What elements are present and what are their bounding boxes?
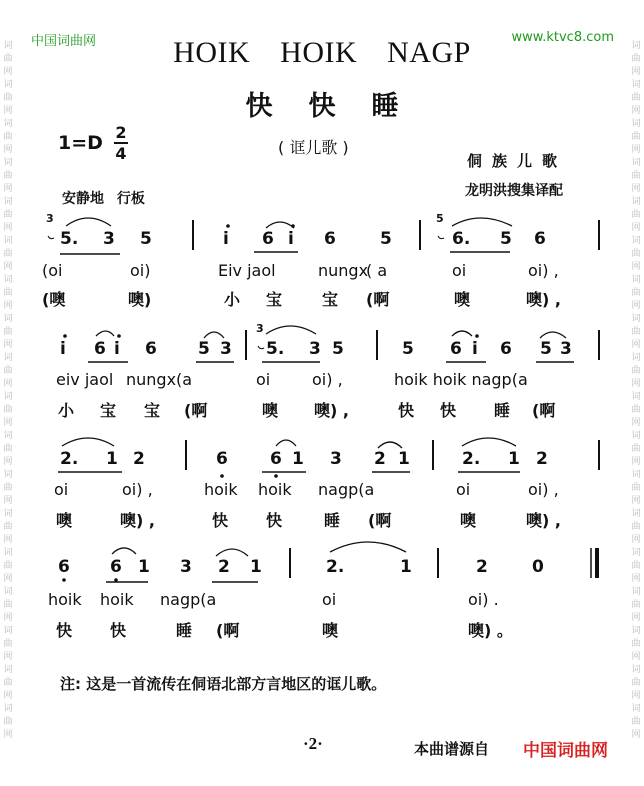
lyric-roman: oi (54, 480, 69, 499)
song-title: HOIK HOIK NAGP (173, 36, 471, 69)
note: 3 (309, 339, 321, 359)
note: 6 (216, 449, 228, 469)
note: 2 (374, 449, 386, 469)
lyric-chinese: 噢 (322, 621, 339, 640)
lyric-chinese: 快 (398, 401, 415, 420)
note: 0 (532, 557, 544, 577)
lyric-roman: nungx(a (126, 370, 193, 389)
side-watermark-left: 词曲网词曲网词曲网词曲网词曲网词曲网词曲网词曲网词曲网词曲网词曲网词曲网词曲网词曲网词曲网词曲网词曲网词曲网 (3, 41, 13, 740)
notes-row-4 (58, 557, 544, 577)
side-watermark-right: 词曲网词曲网词曲网词曲网词曲网词曲网词曲网词曲网词曲网词曲网词曲网词曲网词曲网词曲网词曲网词曲网词曲网词曲网 (631, 41, 641, 740)
grace-note: 5 (436, 212, 444, 225)
note: 2. (462, 449, 481, 469)
slur (452, 331, 472, 336)
note: 1 (508, 449, 520, 469)
note: 6 (270, 449, 282, 469)
note: 5. (60, 229, 79, 249)
lyric-roman: nagp(a (160, 590, 217, 609)
grace-note: 3 (256, 322, 264, 335)
lyric-roman: oi) , (528, 480, 559, 499)
slur (62, 438, 114, 446)
lyric-chinese: 宝 (144, 401, 161, 420)
octave-dot-high (226, 224, 230, 228)
lyric-chinese: 噢 (262, 401, 279, 420)
note: 5. (266, 339, 285, 359)
note: 3 (330, 449, 342, 469)
note: 6. (452, 229, 471, 249)
note: 2. (326, 557, 345, 577)
octave-dot-low (62, 578, 66, 582)
lyric-roman: oi) , (528, 261, 559, 280)
page-number: ·2· (303, 734, 323, 753)
note: 6 (262, 229, 274, 249)
note: 5 (140, 229, 152, 249)
lyric-roman: nagp(a (318, 480, 375, 499)
note: i (472, 339, 478, 359)
slur (540, 332, 566, 338)
lyric-chinese: (啊 (184, 401, 208, 420)
note: 5 (198, 339, 210, 359)
lyric-roman: ( a (366, 261, 388, 280)
lyric-chinese: (噢 (42, 290, 66, 309)
lyric-chinese: 噢 (56, 511, 73, 530)
meter-top: 2 (115, 123, 127, 142)
watermark-site-url[interactable]: www.ktvc8.com (511, 30, 614, 45)
lyric-chinese: 宝 (100, 401, 117, 420)
slur (266, 222, 294, 228)
note: 6 (110, 557, 122, 577)
octave-dot-high (291, 224, 295, 228)
note: i (288, 229, 294, 249)
lyric-chinese: 宝 (322, 290, 339, 309)
footnote: 注: 这是一首流传在侗语北部方言地区的诓儿歌。 (60, 675, 387, 693)
lyric-chinese: (啊 (368, 511, 392, 530)
lyric-chinese: 睡 (494, 401, 511, 420)
lyric-roman: oi (256, 370, 271, 389)
note: 1 (400, 557, 412, 577)
note: 1 (292, 449, 304, 469)
octave-dot-low (220, 474, 224, 478)
note: 1 (106, 449, 118, 469)
note: 1 (138, 557, 150, 577)
notes-row-3 (60, 449, 548, 469)
octave-dot-low (274, 474, 278, 478)
note: 6 (58, 557, 70, 577)
key-signature: 1=D (58, 132, 103, 154)
note: 2 (133, 449, 145, 469)
note: 5 (402, 339, 414, 359)
lyric-chinese: (啊 (366, 290, 390, 309)
notes-row-1 (60, 229, 546, 249)
note: 5 (500, 229, 512, 249)
lyric-roman: oi) , (312, 370, 343, 389)
note: i (60, 339, 66, 359)
note: 3 (180, 557, 192, 577)
lyric-roman: oi) , (122, 480, 153, 499)
lyric-chinese: 噢) , (526, 290, 561, 309)
note: 3 (560, 339, 572, 359)
lyric-roman: oi (456, 480, 471, 499)
lyric-chinese: 睡 (176, 621, 193, 640)
slur (96, 331, 114, 336)
song-subtitle: 快快睡 (245, 91, 435, 122)
lyric-roman: hoik (258, 480, 292, 499)
lyric-roman: oi (452, 261, 467, 280)
grace-tie (438, 236, 444, 239)
note: 6 (534, 229, 546, 249)
note: 2 (536, 449, 548, 469)
slur (266, 326, 316, 334)
lyric-roman: hoik (204, 480, 238, 499)
lyric-chinese: 噢) , (314, 401, 349, 420)
watermark-site-name[interactable]: 中国词曲网 (31, 34, 97, 49)
lyric-roman: hoik (48, 590, 82, 609)
octave-dot-high (63, 334, 67, 338)
note: 3 (220, 339, 232, 359)
slur (330, 542, 406, 552)
note: i (114, 339, 120, 359)
note: 1 (250, 557, 262, 577)
lyric-roman: Eiv jaol (218, 261, 276, 280)
grace-note: 3 (46, 212, 54, 225)
slur (378, 442, 402, 448)
source-site-link[interactable]: 中国词曲网 (523, 741, 608, 761)
lyric-chinese: (啊 (216, 621, 240, 640)
note: 1 (398, 449, 410, 469)
lyric-chinese: 快 (110, 621, 127, 640)
slur (204, 332, 224, 338)
lyric-chinese: 噢 (460, 511, 477, 530)
lyric-roman: oi) . (468, 590, 499, 609)
note: 5 (380, 229, 392, 249)
lyric-chinese: (啊 (532, 401, 556, 420)
note: 3 (103, 229, 115, 249)
note: 2 (476, 557, 488, 577)
note: 6 (500, 339, 512, 359)
lyric-chinese: 快 (440, 401, 457, 420)
note: 6 (94, 339, 106, 359)
octave-dot-high (117, 334, 121, 338)
slur (66, 218, 111, 226)
lyric-chinese: 宝 (266, 290, 283, 309)
lyric-roman: nungx (318, 261, 369, 280)
slur (216, 549, 248, 556)
note: 5 (332, 339, 344, 359)
octave-dot-high (475, 334, 479, 338)
notes-row-2 (60, 339, 572, 359)
lyric-chinese: 睡 (324, 511, 341, 530)
lyric-chinese: 噢) (128, 290, 152, 309)
lyric-roman: hoik hoik nagp(a (394, 370, 528, 389)
note: 6 (324, 229, 336, 249)
lyric-chinese: 快 (212, 511, 229, 530)
tempo-marking: 安静地 行板 (62, 191, 145, 207)
meter-bottom: 4 (115, 144, 127, 163)
grace-tie (48, 236, 54, 239)
lyric-roman: eiv jaol (56, 370, 114, 389)
origin-label: 侗族儿歌 (467, 152, 568, 170)
note: 5 (540, 339, 552, 359)
note: 2 (218, 557, 230, 577)
lyric-chinese: 快 (266, 511, 283, 530)
lyric-chinese: 噢) 。 (468, 621, 513, 640)
lyric-roman: oi) (130, 261, 151, 280)
slur (452, 218, 512, 226)
lyric-chinese: 噢 (454, 290, 471, 309)
grace-tie (258, 346, 264, 349)
note: 6 (450, 339, 462, 359)
lyric-chinese: 小 (224, 290, 241, 309)
note: 2. (60, 449, 79, 469)
slur (112, 548, 136, 554)
lyric-chinese: 快 (56, 621, 73, 640)
source-label: 本曲谱源自 (414, 740, 490, 758)
lyric-roman: hoik (100, 590, 134, 609)
lyric-roman: oi (322, 590, 337, 609)
genre-label: ( 诓儿歌 ) (278, 138, 349, 157)
lyric-roman: (oi (42, 261, 63, 280)
note: i (223, 229, 229, 249)
lyric-chinese: 噢) , (120, 511, 155, 530)
lyric-chinese: 噢) , (526, 511, 561, 530)
lyric-chinese: 小 (58, 401, 75, 420)
note: 6 (145, 339, 157, 359)
slur (462, 438, 516, 446)
octave-dot-low (114, 578, 118, 582)
slur (276, 440, 296, 446)
arranger-label: 龙明洪搜集译配 (465, 183, 563, 199)
